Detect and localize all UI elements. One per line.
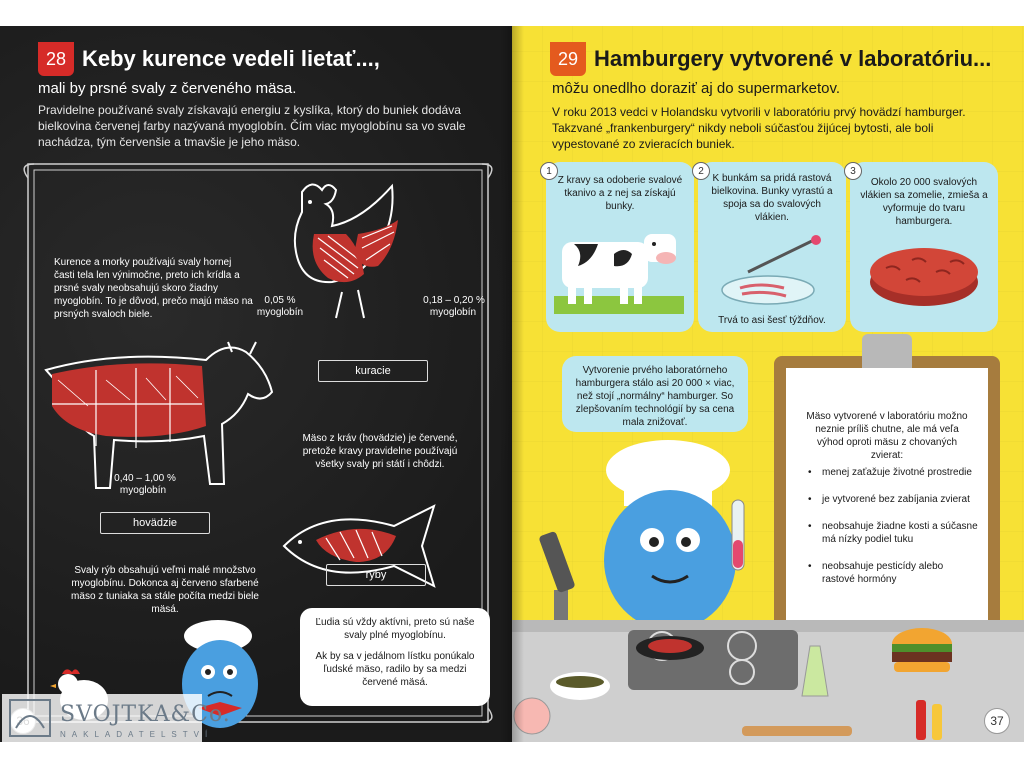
fish-note: Svaly rýb obsahujú veľmi malé množstvo myoglobínu. Dokonca aj červeno sfarbené mäso z tuniaka sa stále počíta medzi biele mäsá.	[71, 565, 259, 615]
step-number: 3	[844, 162, 862, 180]
clipboard	[774, 356, 1000, 638]
book-spread	[0, 26, 1024, 742]
intro-paragraph: Pravidelne používané svaly získavajú energiu z kyslíka, ktorý do buniek dodáva bielkovina červenej farby nazývaná myoglobín. Čím viac myoglobínu sa vo svale nachádza, tým červenšie a tmavšie je jeho mäso.	[38, 103, 466, 149]
ketchup-bottle-icon	[916, 700, 926, 740]
step-number: 1	[540, 162, 558, 180]
step-card-3	[850, 162, 998, 332]
list-item: • menej zaťažuje životné prostredie	[808, 466, 978, 479]
cow-ribbon-label: hovädzie	[100, 512, 210, 534]
cow-icon	[554, 224, 684, 314]
clipboard-paper	[786, 368, 988, 626]
page-number-right: 37	[984, 708, 1010, 734]
page-subtitle: môžu onedlho doraziť aj do supermarketov.	[552, 80, 841, 97]
chicken-breast-meat	[313, 234, 364, 282]
chicken-ribbon-label: kuracie	[318, 360, 428, 382]
list-item: • je vytvorené bez zabíjania zvierat	[808, 493, 978, 506]
page-title: Hamburgery vytvorené v laboratóriu...	[594, 46, 992, 71]
left-page	[0, 26, 512, 742]
speech-text-2: Ak by sa v jedálnom lístku ponúkalo ľudské mäso, radilo by sa medzi červené mäsá.	[315, 651, 475, 688]
page-title: Keby kurence vedeli lietať...,	[82, 46, 380, 71]
step-footer: Trvá to asi šesť týždňov.	[718, 315, 826, 326]
fish-ribbon-label: ryby	[326, 564, 426, 586]
step-number: 2	[692, 162, 710, 180]
speech-text-1: Ľudia sú vždy aktívni, preto sú naše svaly plné myoglobínu.	[315, 617, 475, 641]
publisher-logo: SVOJTKA&Co.	[60, 702, 231, 727]
chicken-leg-value: 0,18 – 0,20 %	[423, 295, 485, 306]
fact-number-badge: 28	[38, 42, 74, 76]
kitchen-counter	[512, 620, 1024, 742]
fact-number-badge: 29	[550, 42, 586, 76]
hamburger-icon	[892, 628, 952, 672]
mustard-bottle-icon	[932, 704, 942, 740]
cow-note: Mäso z kráv (hovädzie) je červené, pretože kravy pravidelne používajú všetky svaly pri státí i chôdzi.	[302, 433, 458, 470]
flask-icon	[514, 698, 550, 734]
cow-unit: myoglobín	[119, 485, 167, 496]
fish-meat	[316, 529, 396, 562]
speech-bubble-left	[300, 608, 490, 706]
list-item: • neobsahuje žiadne kosti a súčasne má nízky podiel tuku	[808, 520, 978, 546]
chicken-breast-unit: myoglobín	[256, 307, 304, 318]
right-page	[512, 26, 1024, 742]
step-card-1	[546, 162, 694, 332]
cow-value: 0,40 – 1,00 %	[114, 473, 176, 484]
publisher-subtitle: NAKLADATELSTVÍ	[60, 730, 214, 739]
step-text: Okolo 20 000 svalových vlákien sa zomelie, zmieša a vyformuje do tvaru hamburgera.	[860, 177, 988, 227]
memo-intro: Mäso vytvorené v laboratóriu možno neznie príliš chutne, ale má veľa výhod oproti mäsu z chovaných zvierat:	[806, 411, 968, 461]
cow-meat-cuts	[52, 363, 206, 448]
intro-paragraph: V roku 2013 vedci v Holandsku vytvorili v laboratóriu prvý hovädzí hamburger. Takzvané „frankenburgery“ nikdy neboli súčasťou žijúcej bytosti, ale boli vypestované zo zvieracích buniek.	[552, 105, 966, 151]
list-item: • neobsahuje pesticídy alebo rastové hormóny	[808, 560, 978, 586]
burger-patty-icon	[866, 232, 986, 312]
chicken-leg-meat	[354, 220, 398, 267]
chef-character-right	[572, 440, 762, 650]
page-subtitle: mali by prsné svaly z červeného mäsa.	[38, 80, 297, 97]
advantages-list	[808, 466, 978, 600]
chicken-breast-value: 0,05 %	[264, 295, 296, 306]
chicken-leg-unit: myoglobín	[429, 307, 477, 318]
step-card-2	[698, 162, 846, 332]
step-text: K bunkám sa pridá rastová bielkovina. Bunky vyrastú a spoja sa do svalových vlákien.	[711, 173, 833, 223]
publisher-logo-icon	[8, 698, 52, 738]
stove-icon	[628, 630, 798, 690]
rolling-pin-icon	[742, 726, 852, 736]
petri-dish-icon	[718, 234, 828, 314]
step-text: Z kravy sa odoberie svalové tkanivo a z nej sa získajú bunky.	[557, 175, 683, 212]
info-bubble: Vytvorenie prvého laboratórneho hamburgera stálo asi 20 000 × viac, než stojí „normálny“ hamburger. So zlepšovaním technológií by sa cena mala znižovať.	[562, 356, 748, 432]
chicken-note: Kurence a morky používajú svaly hornej časti tela len výnimočne, preto ich krídla a prsné svaly neobsahujú skoro žiadny myoglobín. To je dôvod, prečo majú mäso na prsných svaloch biele.	[54, 257, 253, 320]
